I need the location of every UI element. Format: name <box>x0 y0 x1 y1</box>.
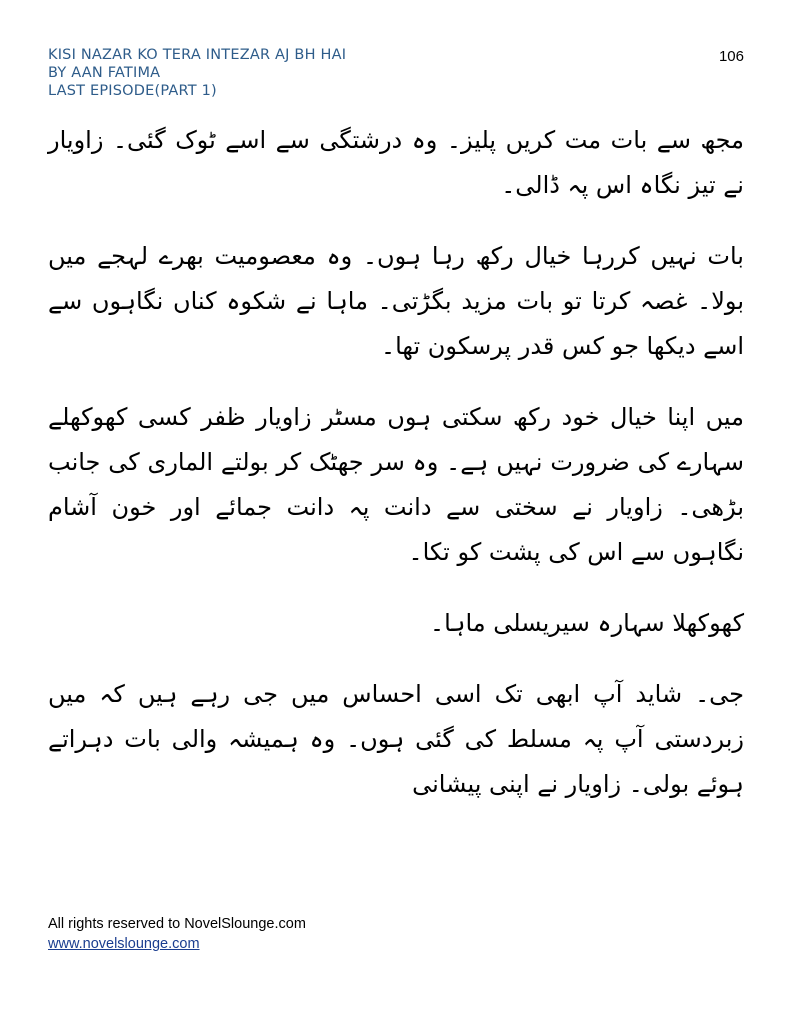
paragraph-5: جی۔ شاید آپ ابھی تک اسی احساس میں جی رہے ہیں کہ میں زبردستی آپ پہ مسلط کی گئی ہوں۔ وہ ہمیشہ والی بات دہراتے ہوئے بولی۔ زاویار نے اپنی پیشانی <box>48 680 744 798</box>
page-number: 106 <box>718 48 744 65</box>
document-header <box>48 46 568 100</box>
story-body <box>48 118 744 833</box>
paragraph-4: کھوکھلا سہارہ سیریسلی ماہا۔ <box>430 609 744 637</box>
website-link[interactable]: www.novelslounge.com <box>48 936 200 952</box>
paragraph-2: بات نہیں کررہا خیال رکھ رہا ہوں۔ وہ معصومیت بھرے لہجے میں بولا۔ غصہ کرتا تو بات مزید بگڑتی۔ ماہا نے شکوہ کناں نگاہوں سے اسے دیکھا جو کس قدر پرسکون تھا۔ <box>48 242 744 360</box>
paragraph-3: میں اپنا خیال خود رکھ سکتی ہوں مسٹر زاویار ظفر کسی کھوکھلے سہارے کی ضرورت نہیں ہے۔ وہ سر جھٹک کر بولتے الماری کی جانب بڑھی۔ زاویار نے سختی سے دانت پہ دانت جمائے اور خون آشام نگاہوں سے اس کی پشت کو تکا۔ <box>48 403 744 566</box>
rights-notice: All rights reserved to NovelSlounge.com <box>48 916 306 932</box>
episode-label: LAST EPISODE(PART 1) <box>48 83 217 99</box>
paragraph-1: مجھ سے بات مت کریں پلیز۔ وہ درشتگی سے اسے ٹوک گئی۔ زاویار نے تیز نگاہ اس پہ ڈالی۔ <box>48 126 744 199</box>
novel-title: KISI NAZAR KO TERA INTEZAR AJ BH HAI <box>48 47 347 63</box>
author-name: BY AAN FATIMA <box>48 65 161 81</box>
document-footer <box>48 914 306 954</box>
